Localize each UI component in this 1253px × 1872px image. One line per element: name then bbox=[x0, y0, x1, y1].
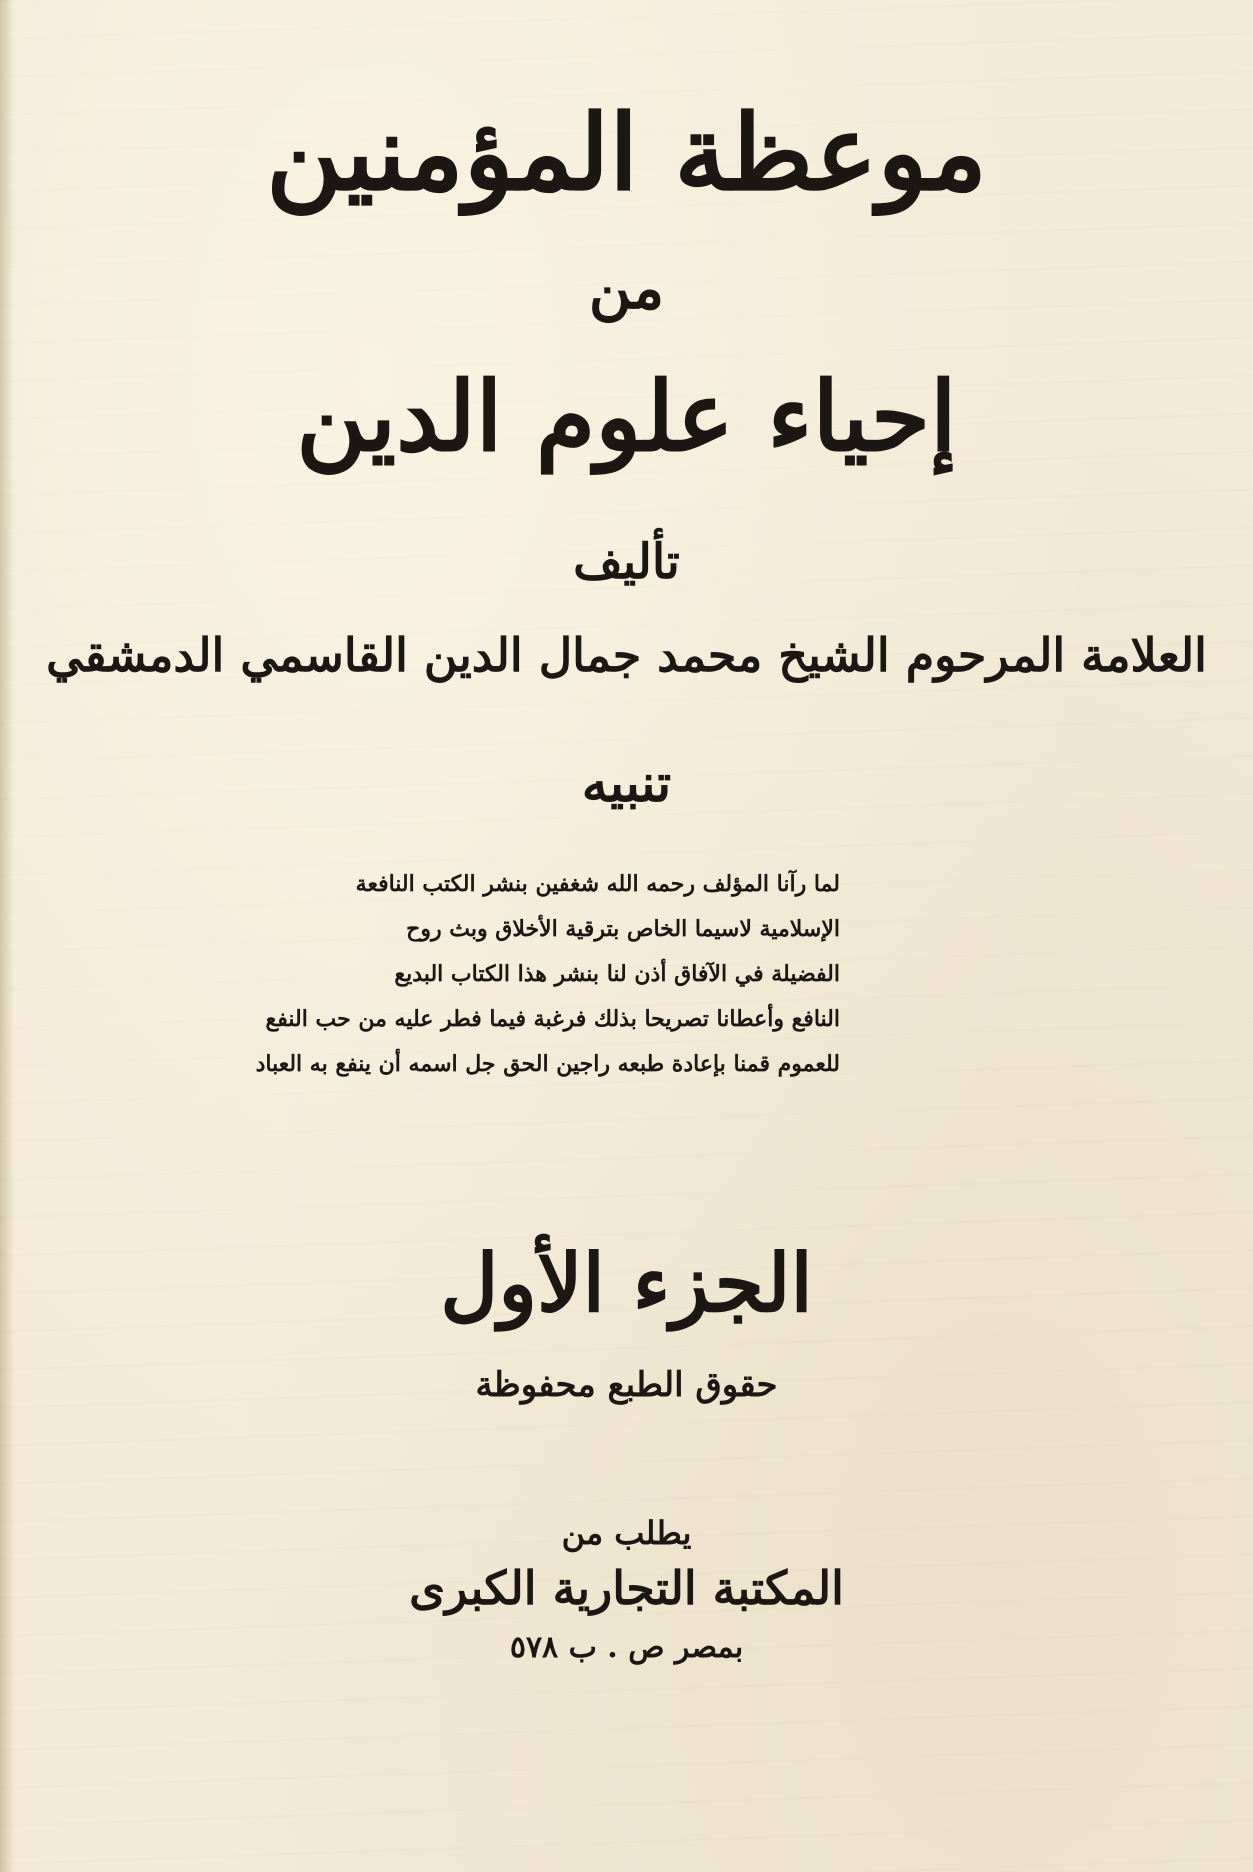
author-name: العلامة المرحوم الشيخ محمد جمال الدين القاسمي الدمشقي bbox=[46, 628, 1207, 682]
authored-by-label: تأليف bbox=[573, 534, 680, 590]
request-from-label: يطلب من bbox=[561, 1514, 692, 1552]
publisher-name: المكتبة التجارية الكبرى bbox=[409, 1561, 844, 1615]
notice-line: لما رآنا المؤلف رحمه الله شغفين بنشر الكتب النافعة bbox=[355, 871, 840, 897]
copyright-notice: حقوق الطبع محفوظة bbox=[475, 1365, 778, 1405]
from-connector: من bbox=[588, 254, 665, 322]
volume-label: الجزء الأول bbox=[440, 1236, 813, 1330]
main-title: موعظة المؤمنين bbox=[266, 91, 987, 214]
notice-line: للعموم قمنا بإعادة طبعه راجين الحق جل اسمه أن ينفع به العباد bbox=[255, 1051, 840, 1077]
publisher-address: بمصر ص . ب ٥٧٨ bbox=[509, 1630, 744, 1665]
notice-line: الإسلامية لاسيما الخاص بترقية الأخلاق وبث روح bbox=[406, 916, 840, 942]
source-title: إحياء علوم الدين bbox=[296, 360, 957, 473]
notice-line: النافع وأعطانا تصريحا بذلك فرغبة فيما فطر عليه من حب النفع bbox=[265, 1006, 840, 1032]
notice-paragraph bbox=[255, 862, 840, 1087]
notice-line: الفضيلة في الآفاق أذن لنا بنشر هذا الكتاب البديع bbox=[394, 961, 840, 987]
notice-heading: تنبيه bbox=[581, 753, 672, 814]
